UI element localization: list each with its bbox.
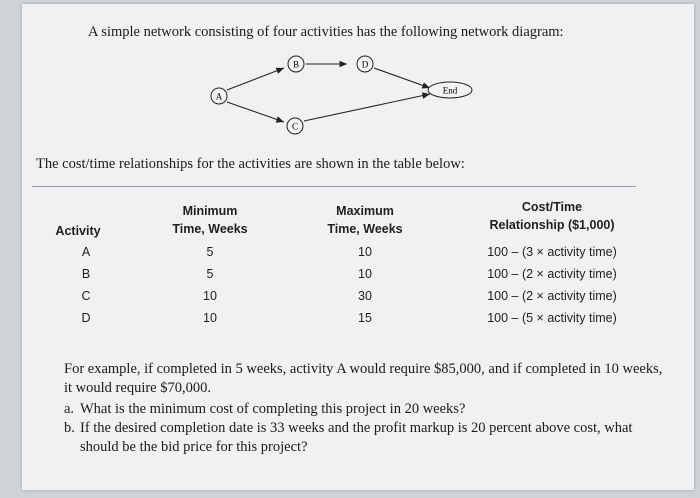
header-min-line1: Minimum — [182, 204, 238, 218]
table-row-max: 15 — [358, 311, 372, 325]
table-row-min: 5 — [206, 245, 214, 259]
problem-intro: A simple network consisting of four activities has the following network diagram: — [88, 24, 564, 40]
node-a — [211, 88, 227, 104]
problem-body — [64, 360, 668, 457]
table-top-rule — [32, 186, 636, 187]
node-c — [287, 118, 303, 134]
table-row-activity: A — [81, 245, 91, 259]
edge-d-end — [374, 68, 430, 88]
table-row-max: 30 — [358, 289, 372, 303]
svg-text:A: A — [215, 91, 223, 102]
node-b — [288, 56, 304, 72]
table-row-cost: 100 – (2 × activity time) — [487, 267, 617, 281]
network-diagram — [22, 4, 694, 154]
edge-a-b — [227, 68, 284, 90]
svg-text:End: End — [442, 85, 458, 96]
table-row-cost: 100 – (3 × activity time) — [487, 245, 617, 259]
svg-text:C: C — [291, 121, 299, 132]
question-a-label: a. — [64, 401, 75, 417]
table-row-activity: B — [81, 267, 91, 281]
table-row-max: 10 — [358, 245, 372, 259]
header-max-line1: Maximum — [336, 204, 394, 218]
node-end — [428, 82, 472, 98]
edge-a-c — [227, 102, 284, 122]
example-paragraph: For example, if completed in 5 weeks, activity A would require $85,000, and if completed in 10 weeks, it would require $70,000. — [64, 361, 663, 396]
question-a — [64, 400, 668, 419]
table-row-cost: 100 – (2 × activity time) — [487, 289, 617, 303]
svg-text:B: B — [292, 59, 300, 70]
table-row-activity: D — [81, 311, 91, 325]
question-b-text: If the desired completion date is 33 weeks and the profit markup is 20 percent above cost, what should be the bid price for this project? — [80, 420, 633, 455]
header-min-line2: Time, Weeks — [172, 222, 248, 236]
table-row-cost: 100 – (5 × activity time) — [487, 311, 617, 325]
header-max-line2: Time, Weeks — [327, 222, 403, 236]
question-b-label: b. — [64, 420, 75, 436]
textbook-page — [22, 4, 694, 490]
header-cost-line2: Relationship ($1,000) — [489, 218, 615, 232]
header-cost-line1: Cost/Time — [521, 200, 583, 214]
table-row-activity: C — [81, 289, 91, 303]
table-row-min: 10 — [203, 311, 217, 325]
edge-c-end — [304, 94, 430, 121]
table-row-max: 10 — [358, 267, 372, 281]
table-row-min: 10 — [203, 289, 217, 303]
table-intro: The cost/time relationships for the activities are shown in the table below: — [36, 156, 465, 172]
question-a-text: What is the minimum cost of completing this project in 20 weeks? — [80, 401, 466, 417]
node-d — [357, 56, 373, 72]
svg-text:D: D — [361, 59, 369, 70]
header-activity: Activity — [55, 224, 101, 238]
question-b — [64, 419, 668, 457]
table-row-min: 5 — [206, 267, 214, 281]
